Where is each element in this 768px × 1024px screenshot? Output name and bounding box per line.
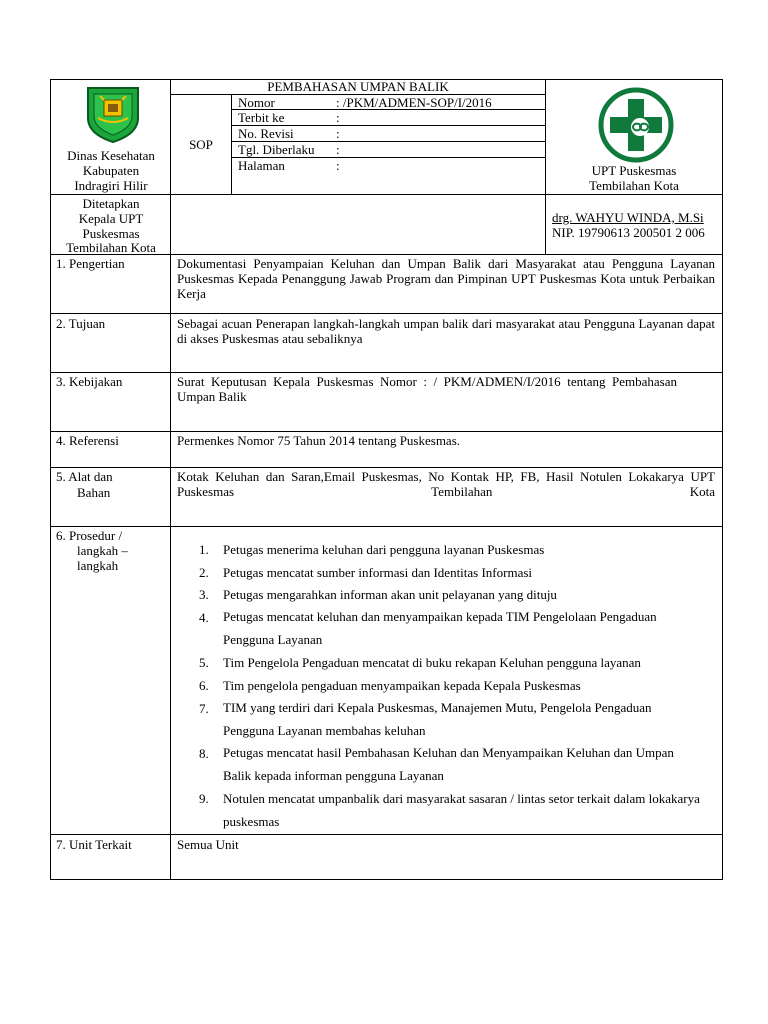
section-label-tujuan: 2. Tujuan	[56, 316, 106, 331]
established-line-4: Tembilahan Kota	[66, 240, 156, 255]
field-nomor-label: Nomor	[238, 95, 275, 110]
signer-name: drg. WAHYU WINDA, M.Si	[552, 210, 704, 225]
agency-line-1: Dinas Kesehatan	[67, 148, 155, 163]
section-text-pengertian: Dokumentasi Penyampaian Keluhan dan Umpan Balik dari Masyarakat atau Pengguna Layanan Puskesmas Kepada Penanggung Jawab Program dan Pimpinan UPT Puskesmas Kota untuk Perbaikan Kerja	[177, 256, 715, 301]
step-text: Petugas mencatat keluhan dan menyampaikan kepada TIM Pengelolaan Pengaduan Pengguna Layanan	[223, 609, 657, 647]
section-text-unit: Semua Unit	[177, 837, 239, 852]
field-terbit-value: :	[336, 110, 340, 125]
section-label-prosedur: 6. Prosedur /	[56, 528, 123, 543]
step-text: Tim Pengelola Pengaduan mencatat di buku rekapan Keluhan pengguna layanan	[223, 655, 641, 670]
agency-line-3: Indragiri Hilir	[74, 178, 148, 193]
section-text-tujuan: Sebagai acuan Penerapan langkah-langkah umpan balik dari masyarakat atau Pengguna Layanan dapat di akses Puskesmas atau sebaliknya	[177, 316, 715, 346]
section-text-referensi: Permenkes Nomor 75 Tahun 2014 tentang Puskesmas.	[177, 433, 461, 448]
field-nomor-value: : /PKM/ADMEN-SOP/I/2016	[336, 95, 492, 110]
step-number: 5.	[199, 655, 209, 670]
section-label-alat: 5. Alat dan	[56, 469, 113, 484]
section-label-kebijakan: 3. Kebijakan	[56, 374, 123, 389]
step-number: 7.	[199, 701, 209, 716]
section-label-referensi: 4. Referensi	[56, 433, 119, 448]
section-label-alat-2: Bahan	[77, 485, 111, 500]
step-number: 4.	[199, 610, 209, 625]
document-title: PEMBAHASAN UMPAN BALIK	[267, 79, 449, 94]
signer-nip: NIP. 19790613 200501 2 006	[552, 225, 705, 240]
step-text: Petugas mencatat hasil Pembahasan Keluhan dan Menyampaikan Keluhan dan Umpan Balik kepada informan pengguna Layanan	[223, 745, 674, 783]
step-number: 6.	[199, 678, 209, 693]
step-text: Petugas mengarahkan informan akan unit pelayanan yang dituju	[223, 587, 557, 602]
step-number: 8.	[199, 746, 209, 761]
regency-emblem-icon	[84, 84, 142, 144]
step-text: Tim pengelola pengaduan menyampaikan kepada Kepala Puskesmas	[223, 678, 581, 693]
established-line-2: Kepala UPT	[78, 211, 144, 226]
agency-line-2: Kabupaten	[82, 163, 140, 178]
field-revisi-value: :	[336, 126, 340, 141]
established-line-1: Ditetapkan	[82, 196, 140, 211]
step-text: TIM yang terdiri dari Kepala Puskesmas, Manajemen Mutu, Pengelola Pengaduan Pengguna Layanan membahas keluhan	[223, 700, 652, 738]
step-number: 2.	[199, 565, 209, 580]
step-text: Petugas mencatat sumber informasi dan Identitas Informasi	[223, 565, 533, 580]
field-tgl-label: Tgl. Diberlaku	[238, 142, 315, 157]
section-label-unit: 7. Unit Terkait	[56, 837, 132, 852]
section-label-prosedur-2: langkah –	[77, 543, 128, 558]
puskesmas-name-1: UPT Puskesmas	[591, 163, 677, 178]
puskesmas-logo-icon	[597, 86, 675, 164]
step-text: Notulen mencatat umpanbalik dari masyarakat sasaran / lintas setor terkait dalam lokakarya puskesmas	[223, 791, 700, 829]
puskesmas-name-2: Tembilahan Kota	[589, 178, 679, 193]
field-revisi-label: No. Revisi	[238, 126, 294, 141]
field-terbit-label: Terbit ke	[238, 110, 285, 125]
step-number: 1.	[199, 542, 209, 557]
step-number: 3.	[199, 587, 209, 602]
section-label-pengertian: 1. Pengertian	[56, 256, 125, 271]
section-text-alat: Kotak Keluhan dan Saran,Email Puskesmas, No Kontak HP, FB, Hasil Notulen Lokakarya UPT Puskesmas Tembilahan Kota	[177, 469, 715, 499]
established-line-3: Puskesmas	[82, 226, 140, 241]
field-halaman-label: Halaman	[238, 158, 285, 173]
field-halaman-value: :	[336, 158, 340, 173]
section-label-prosedur-3: langkah	[77, 558, 119, 573]
step-number: 9.	[199, 791, 209, 806]
field-tgl-value: :	[336, 142, 340, 157]
section-text-kebijakan: Surat Keputusan Kepala Puskesmas Nomor : / PKM/ADMEN/I/2016 tentang Pembahasan Umpan Balik	[177, 374, 677, 404]
step-text: Petugas menerima keluhan dari pengguna layanan Puskesmas	[223, 542, 545, 557]
sop-label: SOP	[189, 137, 213, 152]
